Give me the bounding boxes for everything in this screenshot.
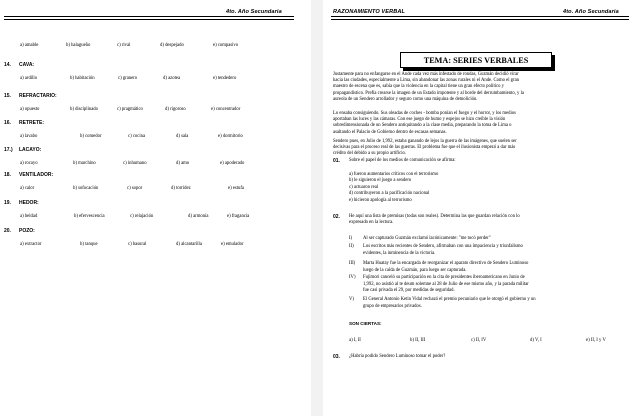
question-number: 17.) [4, 147, 13, 153]
question-text: Sobre el papel de los medios de comunicación se afirma: [349, 158, 456, 163]
passage-line: crédito del debido a su propio artificio. [333, 151, 407, 157]
option: e) dormitorio [218, 134, 243, 139]
question-label: VENTILADOR: [19, 172, 54, 178]
passage-line: propagandístico. Prefía crearse la imagen de un Estado impotente y al borde del derrumbamiento, y la [333, 90, 524, 96]
left-header: 4to. Año Secundaria [226, 9, 282, 15]
option: e) concentrador [211, 107, 241, 112]
right-header-rule-thin [331, 19, 629, 20]
option: b) tanque [80, 242, 98, 247]
question-label: HEDOR: [19, 200, 39, 206]
passage-line: sobredimensionada de un Sendero antiquitando a la clase media, preparando la toma de Lima o [333, 123, 512, 129]
option: b) halagueño [66, 43, 91, 48]
option: b) habitación [70, 76, 95, 81]
option: c) relajación [130, 214, 154, 219]
item-line: El General Antonio Ketin Vidal rechazó el premio pecuniario que le otorgó el gobierno y un [363, 297, 536, 302]
right-header-left: RAZONAMIENTO VERBAL [333, 9, 406, 15]
answer-option: b) II, III [410, 338, 426, 343]
option: d) rigoroso [165, 107, 186, 112]
right-header-right: 4to. Año Secundaria [563, 9, 619, 15]
option: d) torridez [171, 186, 191, 191]
option: b) disciplinado [70, 107, 98, 112]
option: e) fragancia [227, 214, 250, 219]
option: a) amable [20, 43, 39, 48]
question-number: 14. [4, 62, 11, 68]
option: a) calor [20, 186, 35, 191]
option: a) extractor [20, 242, 42, 247]
question-number: 02. [333, 214, 340, 220]
item-number: III) [349, 261, 356, 266]
option: e) hicieron apología al terrorismo [349, 197, 412, 203]
passage-line: Sendero pues, en Julio de 1,992, estaba ganando de lejos la guerra de las imágenes, que suelen ser [333, 139, 517, 144]
option: d) despejado [160, 43, 184, 48]
right-header-rule [331, 16, 629, 17]
passage-line: hacia las ciudades, especialmente a Lima, sin abandonar las zonas rurales ni el Ande. Como el gran [333, 78, 520, 84]
option: d) armonía [188, 214, 209, 219]
option: a) rocayo [20, 161, 38, 166]
item-line: luego de la caída de Guzmán, para luego ser capturada. [363, 267, 467, 273]
question-number: 01. [333, 158, 340, 164]
option: a) lavabo [20, 134, 38, 139]
answer-option: c) II, IV [471, 338, 487, 343]
answer-option: a) I, II [349, 338, 361, 343]
question-label: RETRETE: [19, 120, 44, 126]
option: a) fueron aumentarios críticos con el terrorismo [349, 172, 439, 177]
question-label: POZO: [19, 228, 35, 234]
option: e) apoderado [220, 161, 245, 166]
option: b) marchino [73, 161, 96, 166]
answer-option: e) II, I y V [586, 338, 606, 343]
item-line: grupo de empresarios privados. [363, 303, 422, 309]
left-page [0, 0, 310, 416]
option: b) le siguieron el juego a sendero [349, 178, 412, 184]
item-line: Al ser capturado Guzmán exclamó lacónicamente: "me tocó perder" [363, 236, 491, 241]
item-line: Marta Huatay fue la encargada de reorganizar el aparato directivo de Sendero Luminoso [363, 261, 529, 266]
option: b) sofocación [73, 186, 99, 191]
option: a) beldad [20, 214, 38, 219]
option: d) amo [176, 161, 190, 166]
right-page [325, 0, 635, 416]
son-ciertas-label: SON CIERTAS: [349, 321, 382, 326]
option: c) granero [118, 76, 138, 81]
question-number: 16. [4, 120, 11, 126]
option: d) azotea [163, 76, 181, 81]
question-number: 03. [333, 354, 340, 360]
option: c) basural [128, 242, 147, 247]
question-text: ¿Habría podido Sendero Luminoso tomar el poder? [349, 354, 446, 359]
question-label: CAVA: [19, 62, 35, 68]
option: e) tendedero [213, 76, 237, 81]
passage-line: maestro de escena que es, sabía que la violencia en la capital tiene un gran efecto político y [333, 84, 505, 90]
question-number: 15. [4, 93, 11, 99]
topic-title: TEMA: SERIES VERBALES [400, 52, 552, 68]
passage-line: Justamente para no enfangarse en el Ande cada vez más infestado de rondas, Guzmán decidió virar [333, 72, 519, 77]
item-line: fue casi privada el 29, por medidas de seguridad. [363, 288, 455, 294]
answer-option: d) V, I [530, 338, 542, 343]
question-number: 19. [4, 200, 11, 206]
question-text: expresado en la lectura. [349, 220, 394, 226]
left-header-rule [4, 16, 294, 17]
option: e) compasivo [213, 43, 239, 48]
question-number: 20. [4, 228, 11, 234]
passage-line: aportaban las luces y las cámaras. Con ese juego de humo y espejos se hizo creíble la visión [333, 117, 506, 123]
question-label: LACAYO: [19, 147, 42, 153]
item-line: 1,992, no asistió al te deum solemne al 28 de Julio de ese mismo año, y la parada militar [363, 281, 529, 287]
option: e) estufa [228, 186, 245, 191]
item-number: II) [349, 244, 354, 249]
left-header-rule-thin [4, 19, 294, 20]
item-number: IV) [349, 275, 356, 280]
passage-line: asaltando el Palacio de Gobierno dentro de escasas semanas. [333, 129, 447, 135]
option: d) alcantarilla [176, 242, 202, 247]
question-number: 18. [4, 172, 11, 178]
item-line: Los escritos más recientes de Sendero, afirmaban con una impaciencia y triunfalismo [363, 244, 523, 249]
option: c) cocina [128, 134, 146, 139]
passage-line: Lo ensaba consiguiendo. Sus oleadas de coches - bomba ponían el fuego y el horror, y los medios [333, 111, 516, 116]
option: c) sopor [127, 186, 143, 191]
option: a) opuesto [20, 107, 40, 112]
option: e) emulador [221, 242, 244, 247]
option: c) actuaron real [349, 184, 379, 190]
item-line: evidentes, la inminencia de la victoria. [363, 250, 436, 256]
option: c) rival [117, 43, 131, 48]
item-number: V) [349, 297, 354, 302]
option: c) inhumano [123, 161, 147, 166]
option: c) pragmático [117, 107, 143, 112]
page-gutter [311, 0, 323, 416]
item-line: Fujimori canceló su participación en la cita de presidentes iberoamericano en Junio de [363, 275, 525, 280]
passage-line: decisivas para el proceso real de las guerras. El problema fue que el ilusionista empezó a dar más [333, 145, 516, 151]
question-label: REFRACTARIO: [19, 93, 57, 99]
passage-line: aureola de un Sendero arrollador y seguro como una máquina de demolición. [333, 96, 478, 102]
option: b) comedor [80, 134, 102, 139]
option: d) sala [176, 134, 189, 139]
option: b) efervescencia [74, 214, 105, 219]
option: d) contribuyeron a la pacificación nacional [349, 191, 430, 197]
option: a) ardillo [20, 76, 38, 81]
question-text: He aquí una lista de premisas (todas son reales). Determina las que guardan relación con lo [349, 214, 520, 219]
item-number: I) [349, 236, 353, 241]
